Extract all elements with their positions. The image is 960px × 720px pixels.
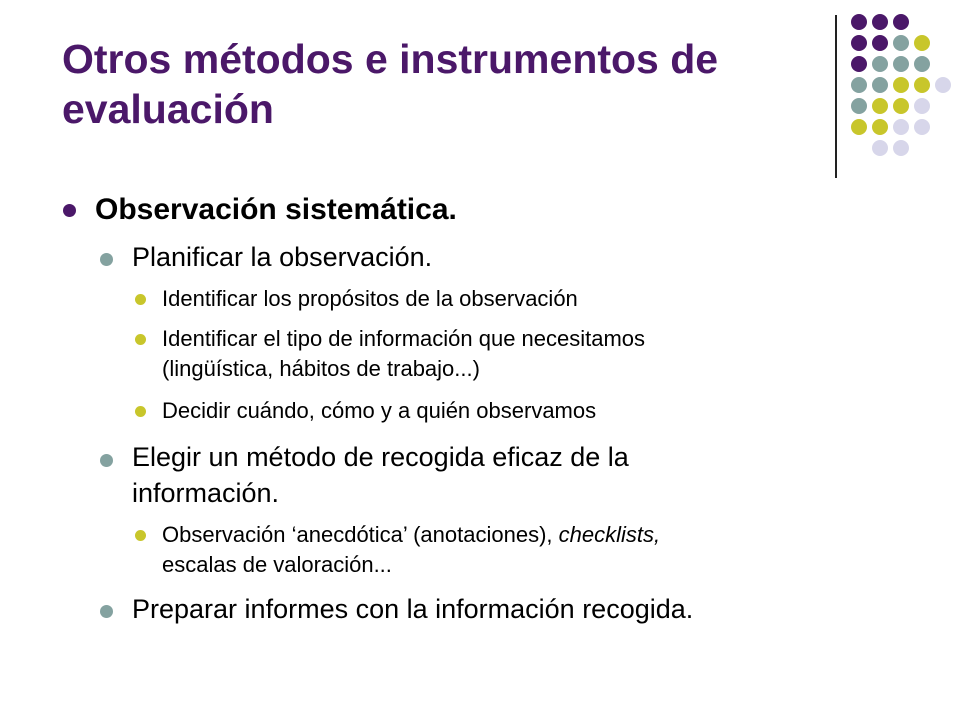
bullet-dot [135,530,146,541]
bullet-dot [135,334,146,345]
bullet-observacion-anecdotica-line-2: escalas de valoración... [162,552,392,577]
bullet-dot [135,406,146,417]
bullet-preparar-informes: Preparar informes con la información recogida. [132,594,694,624]
bullet-decidir: Decidir cuándo, cómo y a quién observamos [162,398,597,423]
bullet-dot [100,253,113,266]
checklists-text: checklists, [558,522,661,547]
bullet-planificar: Planificar la observación. [132,242,433,272]
bullet-observacion-sistematica: Observación sistemática. [95,193,457,226]
bullet-dot [135,294,146,305]
bullet-dot [100,454,113,467]
bullet-dot [100,605,113,618]
bullet-identificar-tipo-line-2: (lingüística, hábitos de trabajo...) [162,356,480,381]
bullet-identificar-propositos: Identificar los propósitos de la observación [162,286,578,311]
title-line-2: evaluación [62,86,274,132]
bullet-identificar-tipo-line-1: Identificar el tipo de información que necesitamos [162,326,646,351]
bullet-elegir-metodo-line-1: Elegir un método de recogida eficaz de la [132,442,629,472]
bullet-observacion-anecdotica-line-1 [162,521,660,548]
bullet-elegir-metodo-line-2: información. [132,478,280,508]
bullet-dot [63,204,76,217]
title-line-1: Otros métodos e instrumentos de [62,36,719,82]
anecdotica-text: Observación ‘anecdótica’ (anotaciones), [162,522,553,547]
